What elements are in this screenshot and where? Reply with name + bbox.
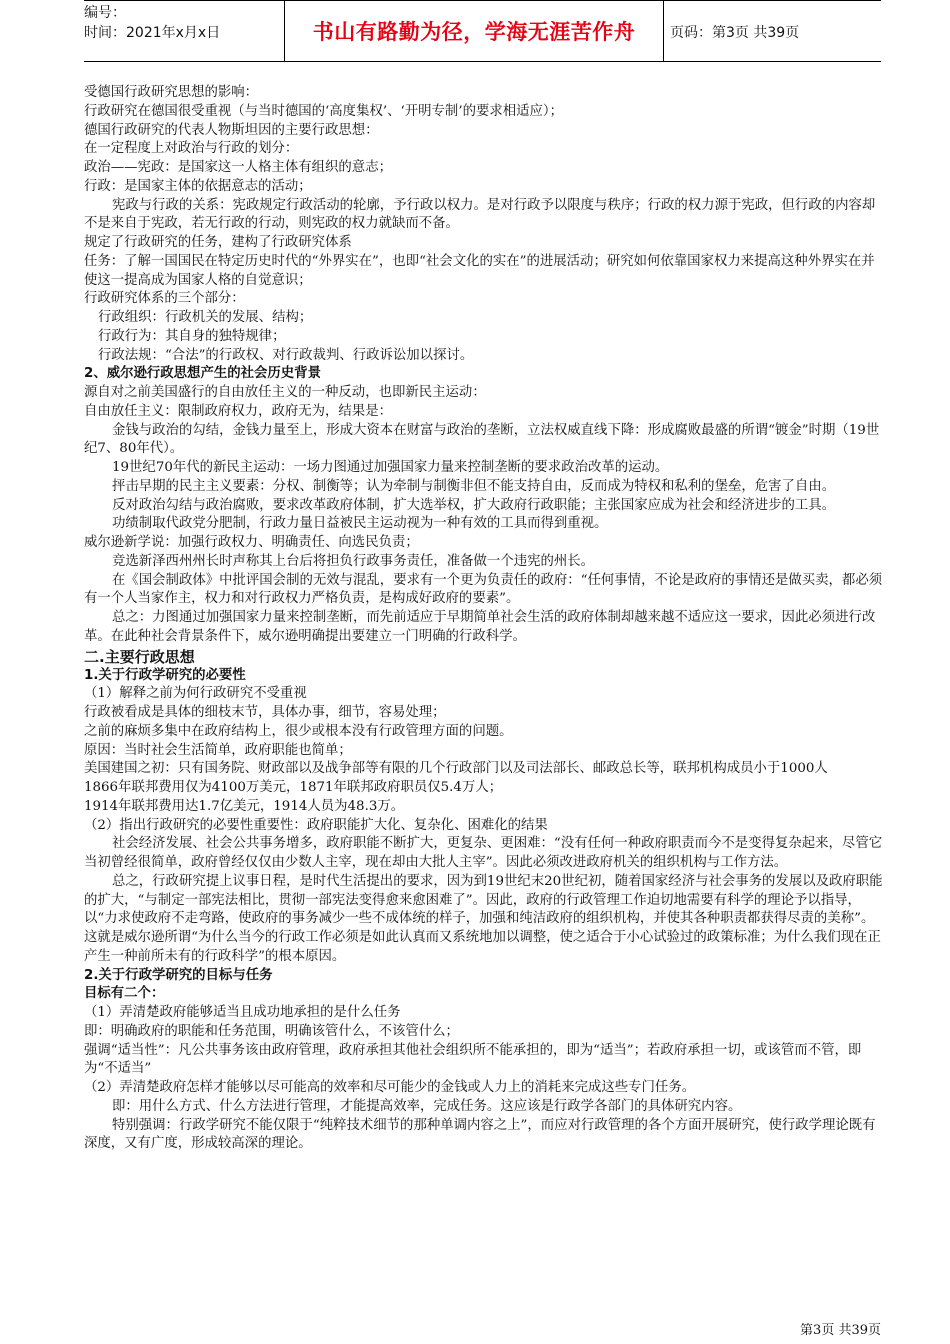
page-header (84, 0, 881, 62)
paragraph: 行政组织：行政机关的发展、结构； (98, 310, 313, 325)
subsection-heading: 目标有二个： (84, 986, 165, 1002)
paragraph: 任务：了解一国国民在特定历史时代的“外界实在”，也即“社会文化的实在”的进展活动；研究如何依靠国家权力来提高这种外界实在并使这一提高成为国家人格的自觉意识； (84, 253, 875, 288)
paragraph: （2）指出行政研究的必要性重要性：政府职能扩大化、复杂化、困难化的结果 (84, 817, 548, 833)
paragraph: 受德国行政研究思想的影响： (84, 85, 259, 100)
paragraph: 原因：当时社会生活简单，政府职能也简单； (84, 742, 352, 758)
paragraph: 行政：是国家主体的依据意志的活动； (84, 178, 312, 194)
document-body (84, 84, 884, 1154)
paragraph: 行政研究在德国很受重视（与当时德国的‘高度集权’、‘开明专制’的要求相适应）； (84, 103, 563, 119)
paragraph: 社会经济发展、社会公共事务增多，政府职能不断扩大，更复杂、更困难：“没有任何一种政府职责而今不是变得复杂起来，尽管它当初曾经很简单，政府曾经仅仅由少数人主宰，现在却由大批人主宰”。因此必须改进政府机关的组织机构与工作方法。 (84, 836, 883, 870)
paragraph: 总之，行政研究提上议事日程，是时代生活提出的要求，因为到19世纪末20世纪初，随着国家经济与社会事务的发展以及政府职能的扩大，“与制定一部宪法相比，贯彻一部宪法变得愈来愈困难了”。因此，政府的行政管理工作迫切地需要有科学的理论予以指导，以“力求使政府不走弯路，使政府的事务减少一些不成体统的样子，加强和纯洁政府的组织机构，并使其各种职责都获得尽责的美称”。这就是威尔逊所谓“为什么当今的行政工作必须是如此认真而又系统地加以调整，使之适合于小心试验过的政策标准；为什么我们现在正产生一种前所未有的行政科学”的根本原因。 (84, 873, 883, 964)
paragraph: 即：明确政府的职能和任务范围，明确该管什么，不该管什么； (84, 1023, 459, 1039)
paragraph: 金钱与政治的勾结，金钱力量至上，形成大资本在财富与政治的垄断，立法权威直线下降：形成腐败最盛的所谓“镀金”时期（19世纪7、80年代）。 (84, 422, 880, 457)
page-footer: 第3页 共39页 (800, 1323, 881, 1338)
paragraph: 德国行政研究的代表人物斯坦因的主要行政思想： (84, 122, 379, 138)
paragraph: 自由放任主义：限制政府权力，政府无为，结果是： (84, 403, 392, 419)
paragraph: （1）解释之前为何行政研究不受重视 (84, 686, 307, 702)
paragraph: 总之：力图通过加强国家力量来控制垄断，而先前适应于早期简单社会生活的政府体制却越来越不适应这一要求，因此必须进行改革。在此种社会背景条件下，威尔逊明确提出要建立一门明确的行政科学。 (84, 610, 876, 644)
paragraph: （1）弄清楚政府能够适当且成功地承担的是什么任务 (84, 1005, 401, 1020)
subsection-heading: 2、威尔逊行政思想产生的社会历史背景 (84, 366, 321, 382)
paragraph: 政治——宪政：是国家这一人格主体有组织的意志； (84, 160, 392, 175)
paragraph: 功绩制取代政党分肥制，行政力量日益被民主运动视为一种有效的工具而得到重视。 (112, 516, 608, 532)
paragraph: 1914年联邦费用达1.7亿美元，1914人员为48.3万。 (84, 798, 405, 814)
paragraph: 反对政治勾结与政治腐败，要求改革政府体制，扩大选举权，扩大政府行政职能；主张国家应成为社会和经济进步的工具。 (112, 497, 836, 513)
header-time-label: 时间：2021年x月x日 (84, 25, 221, 41)
header-meta (84, 3, 284, 43)
paragraph: 行政被看成是具体的细枝末节，具体办事，细节，容易处理； (84, 705, 446, 720)
paragraph: 威尔逊新学说：加强行政权力、明确责任、向选民负责； (84, 535, 419, 550)
paragraph: 规定了行政研究的任务，建构了行政研究体系 (84, 235, 352, 250)
paragraph: 行政行为：其自身的独特规律； (98, 328, 286, 344)
paragraph: 竞选新泽西州州长时声称其上台后将担负行政事务责任，准备做一个违宪的州长。 (112, 553, 595, 569)
paragraph: 在《国会制政体》中批评国会制的无效与混乱，要求有一个更为负责任的政府：“任何事情，不论是政府的事情还是做买卖，都必须有一个人当家作主，权力和对行政权力严格负责，是构成好政府的要素”。 (84, 572, 883, 607)
paragraph: 之前的麻烦多集中在政府结构上，很少或根本没有行政管理方面的问题。 (84, 723, 513, 739)
paragraph: 宪政与行政的关系：宪政规定行政活动的轮廓，予行政以权力。是对行政予以限度与秩序；行政的权力源于宪政，但行政的内容却不是来自于宪政，若无行政的行动，则宪政的权力就缺而不备。 (84, 197, 876, 232)
paragraph: （2）弄清楚政府怎样才能够以尽可能高的效率和尽可能少的金钱或人力上的消耗来完成这些专门任务。 (84, 1080, 696, 1095)
paragraph: 美国建国之初：只有国务院、财政部以及战争部等有限的几个行政部门以及司法部长、邮政总长等，联邦机构成员小于1000人 (84, 761, 828, 777)
section-heading: 二.主要行政思想 (84, 647, 195, 666)
paragraph: 行政法规：“合法”的行政权、对行政裁判、行政诉讼加以探讨。 (98, 347, 474, 363)
header-motto: 书山有路勤为径，学海无涯苦作舟 (284, 1, 664, 61)
header-number-label: 编号： (84, 5, 126, 21)
paragraph: 特别强调：行政学研究不能仅限于“纯粹技术细节的那种单调内容之上”，而应对行政管理的各个方面开展研究，使行政学理论既有深度，又有广度，形成较高深的理论。 (84, 1117, 876, 1152)
paragraph: 19世纪70年代的新民主运动：一场力图通过加强国家力量来控制垄断的要求政治改革的运动。 (112, 460, 669, 475)
paragraph: 在一定程度上对政治与行政的划分： (84, 141, 299, 157)
paragraph: 即：用什么方式、什么方法进行管理，才能提高效率，完成任务。这应该是行政学各部门的具体研究内容。 (112, 1098, 742, 1114)
subsection-heading: 1.关于行政学研究的必要性 (84, 667, 246, 683)
subsection-heading: 2.关于行政学研究的目标与任务 (84, 967, 273, 983)
paragraph: 行政研究体系的三个部分： (84, 291, 245, 307)
header-page-label: 页码：第3页 共39页 (670, 25, 800, 41)
paragraph: 抨击早期的民主主义要素：分权、制衡等；认为牵制与制衡非但不能支持自由，反而成为特权和私利的堡垒，危害了自由。 (112, 478, 836, 494)
paragraph: 强调“适当性”：凡公共事务该由政府管理，政府承担其他社会组织所不能承担的，即为“适当”；若政府承担一切，或该管而不管，即为“不适当” (84, 1042, 862, 1077)
paragraph: 1866年联邦费用仅为4100万美元，1871年联邦政府职员仅5.4万人； (84, 780, 503, 795)
paragraph: 源自对之前美国盛行的自由放任主义的一种反动，也即新民主运动： (84, 385, 486, 400)
